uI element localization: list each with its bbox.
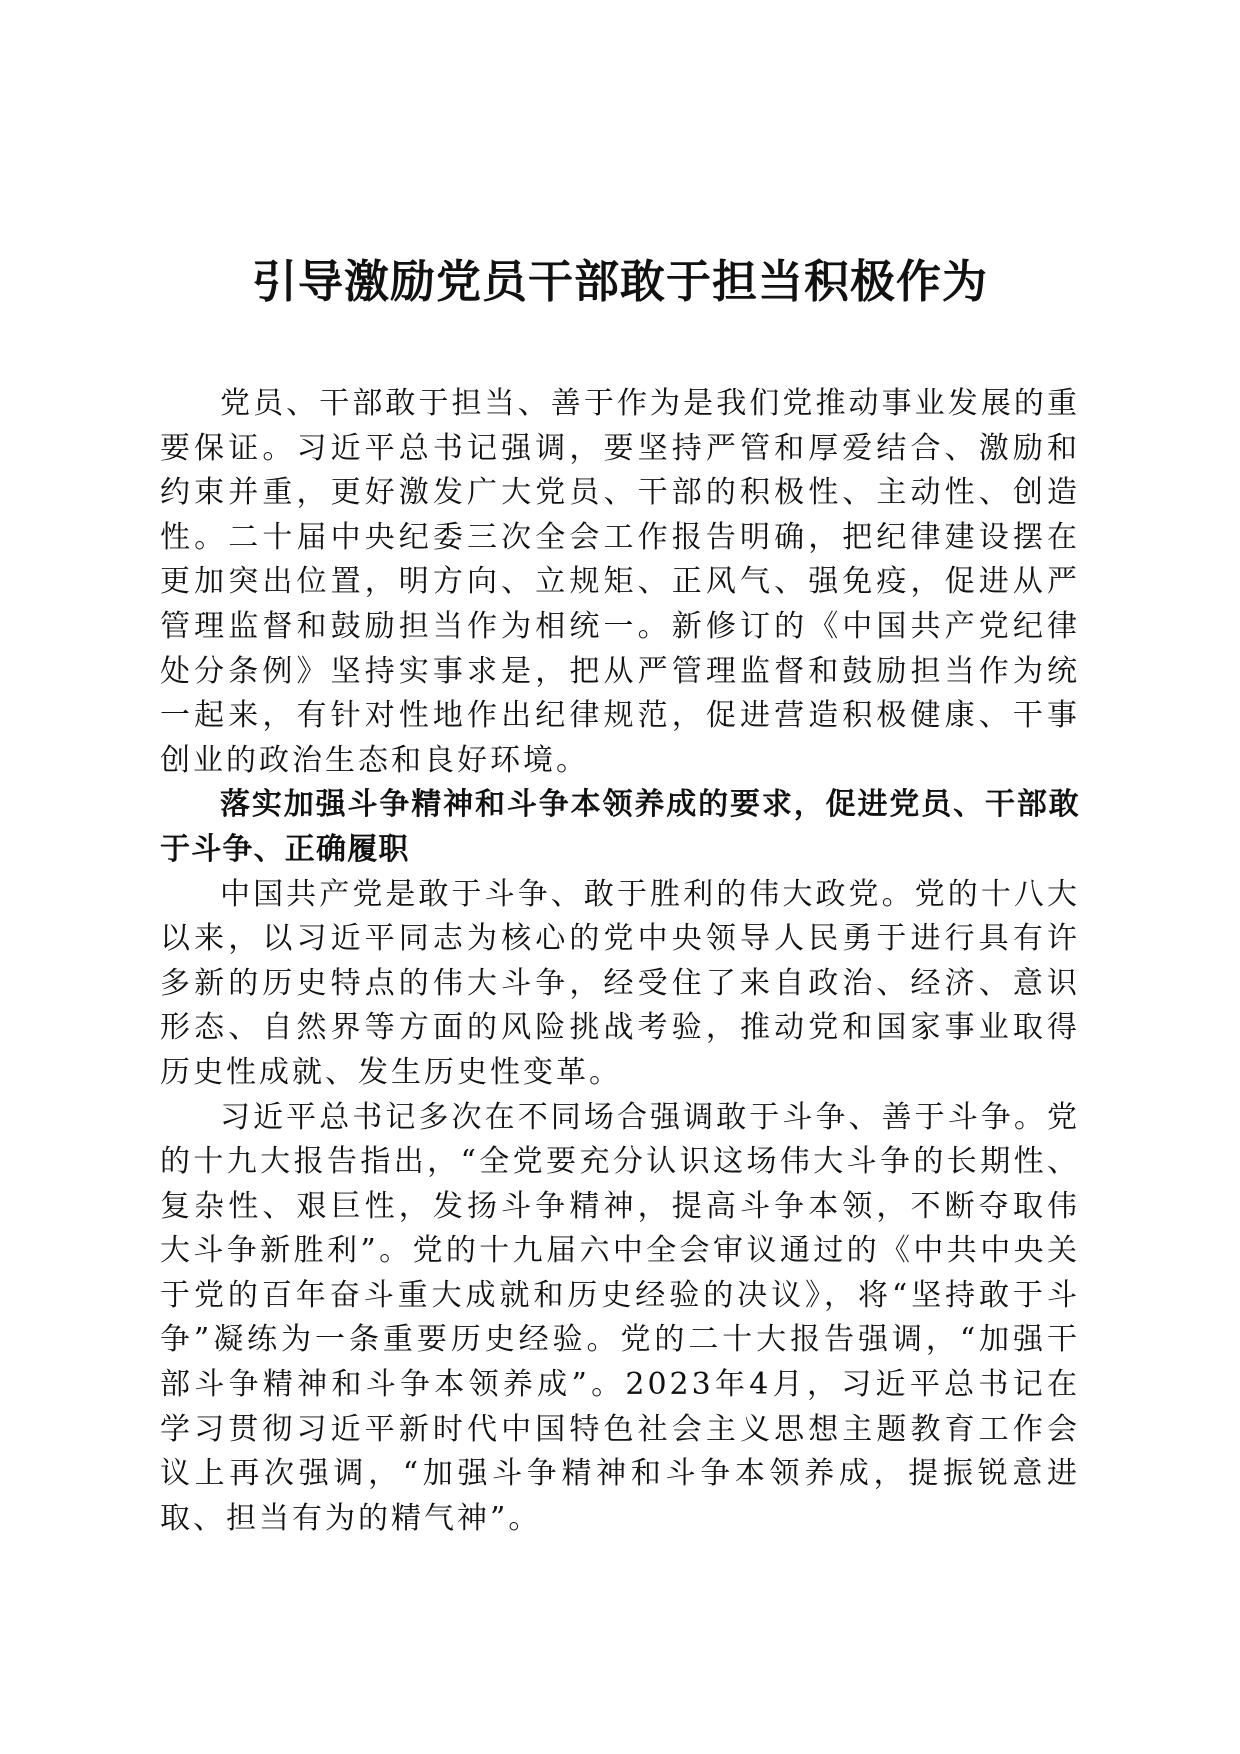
document-body — [160, 382, 1080, 1541]
section-heading: 落实加强斗争精神和斗争本领养成的要求，促进党员、干部敢于斗争、正确履职 — [160, 787, 1080, 867]
document-title: 引导激励党员干部敢于担当积极作为 — [251, 255, 988, 308]
section-paragraph-1: 中国共产党是敢于斗争、敢于胜利的伟大政党。党的十八大以来，以习近平同志为核心的党中央领导人民勇于进行具有许多新的历史特点的伟大斗争，经受住了来自政治、经济、意识形态、自然界等方面的风险挑战考验，推动党和国家事业取得历史性成就、发生历史性变革。 — [160, 876, 1080, 1090]
intro-paragraph: 党员、干部敢于担当、善于作为是我们党推动事业发展的重要保证。习近平总书记强调，要坚持严管和厚爱结合、激励和约束并重，更好激发广大党员、干部的积极性、主动性、创造性。二十届中央纪委三次全会工作报告明确，把纪律建设摆在更加突出位置，明方向、立规矩、正风气、强免疫，促进从严管理监督和鼓励担当作为相统一。新修订的《中国共产党纪律处分条例》坚持实事求是，把从严管理监督和鼓励担当作为统一起来，有针对性地作出纪律规范，促进营造积极健康、干事创业的政治生态和良好环境。 — [160, 386, 1080, 778]
section-paragraph-2: 习近平总书记多次在不同场合强调敢于斗争、善于斗争。党的十九大报告指出，“全党要充分认识这场伟大斗争的长期性、复杂性、艰巨性，发扬斗争精神，提高斗争本领，不断夺取伟大斗争新胜利”。党的十九届六中全会审议通过的《中共中央关于党的百年奋斗重大成就和历史经验的决议》，将“坚持敢于斗争”凝练为一条重要历史经验。党的二十大报告强调，“加强干部斗争精神和斗争本领养成”。2023年4月，习近平总书记在学习贯彻习近平新时代中国特色社会主义思想主题教育工作会议上再次强调，“加强斗争精神和斗争本领养成，提振锐意进取、担当有为的精气神”。 — [160, 1099, 1080, 1536]
